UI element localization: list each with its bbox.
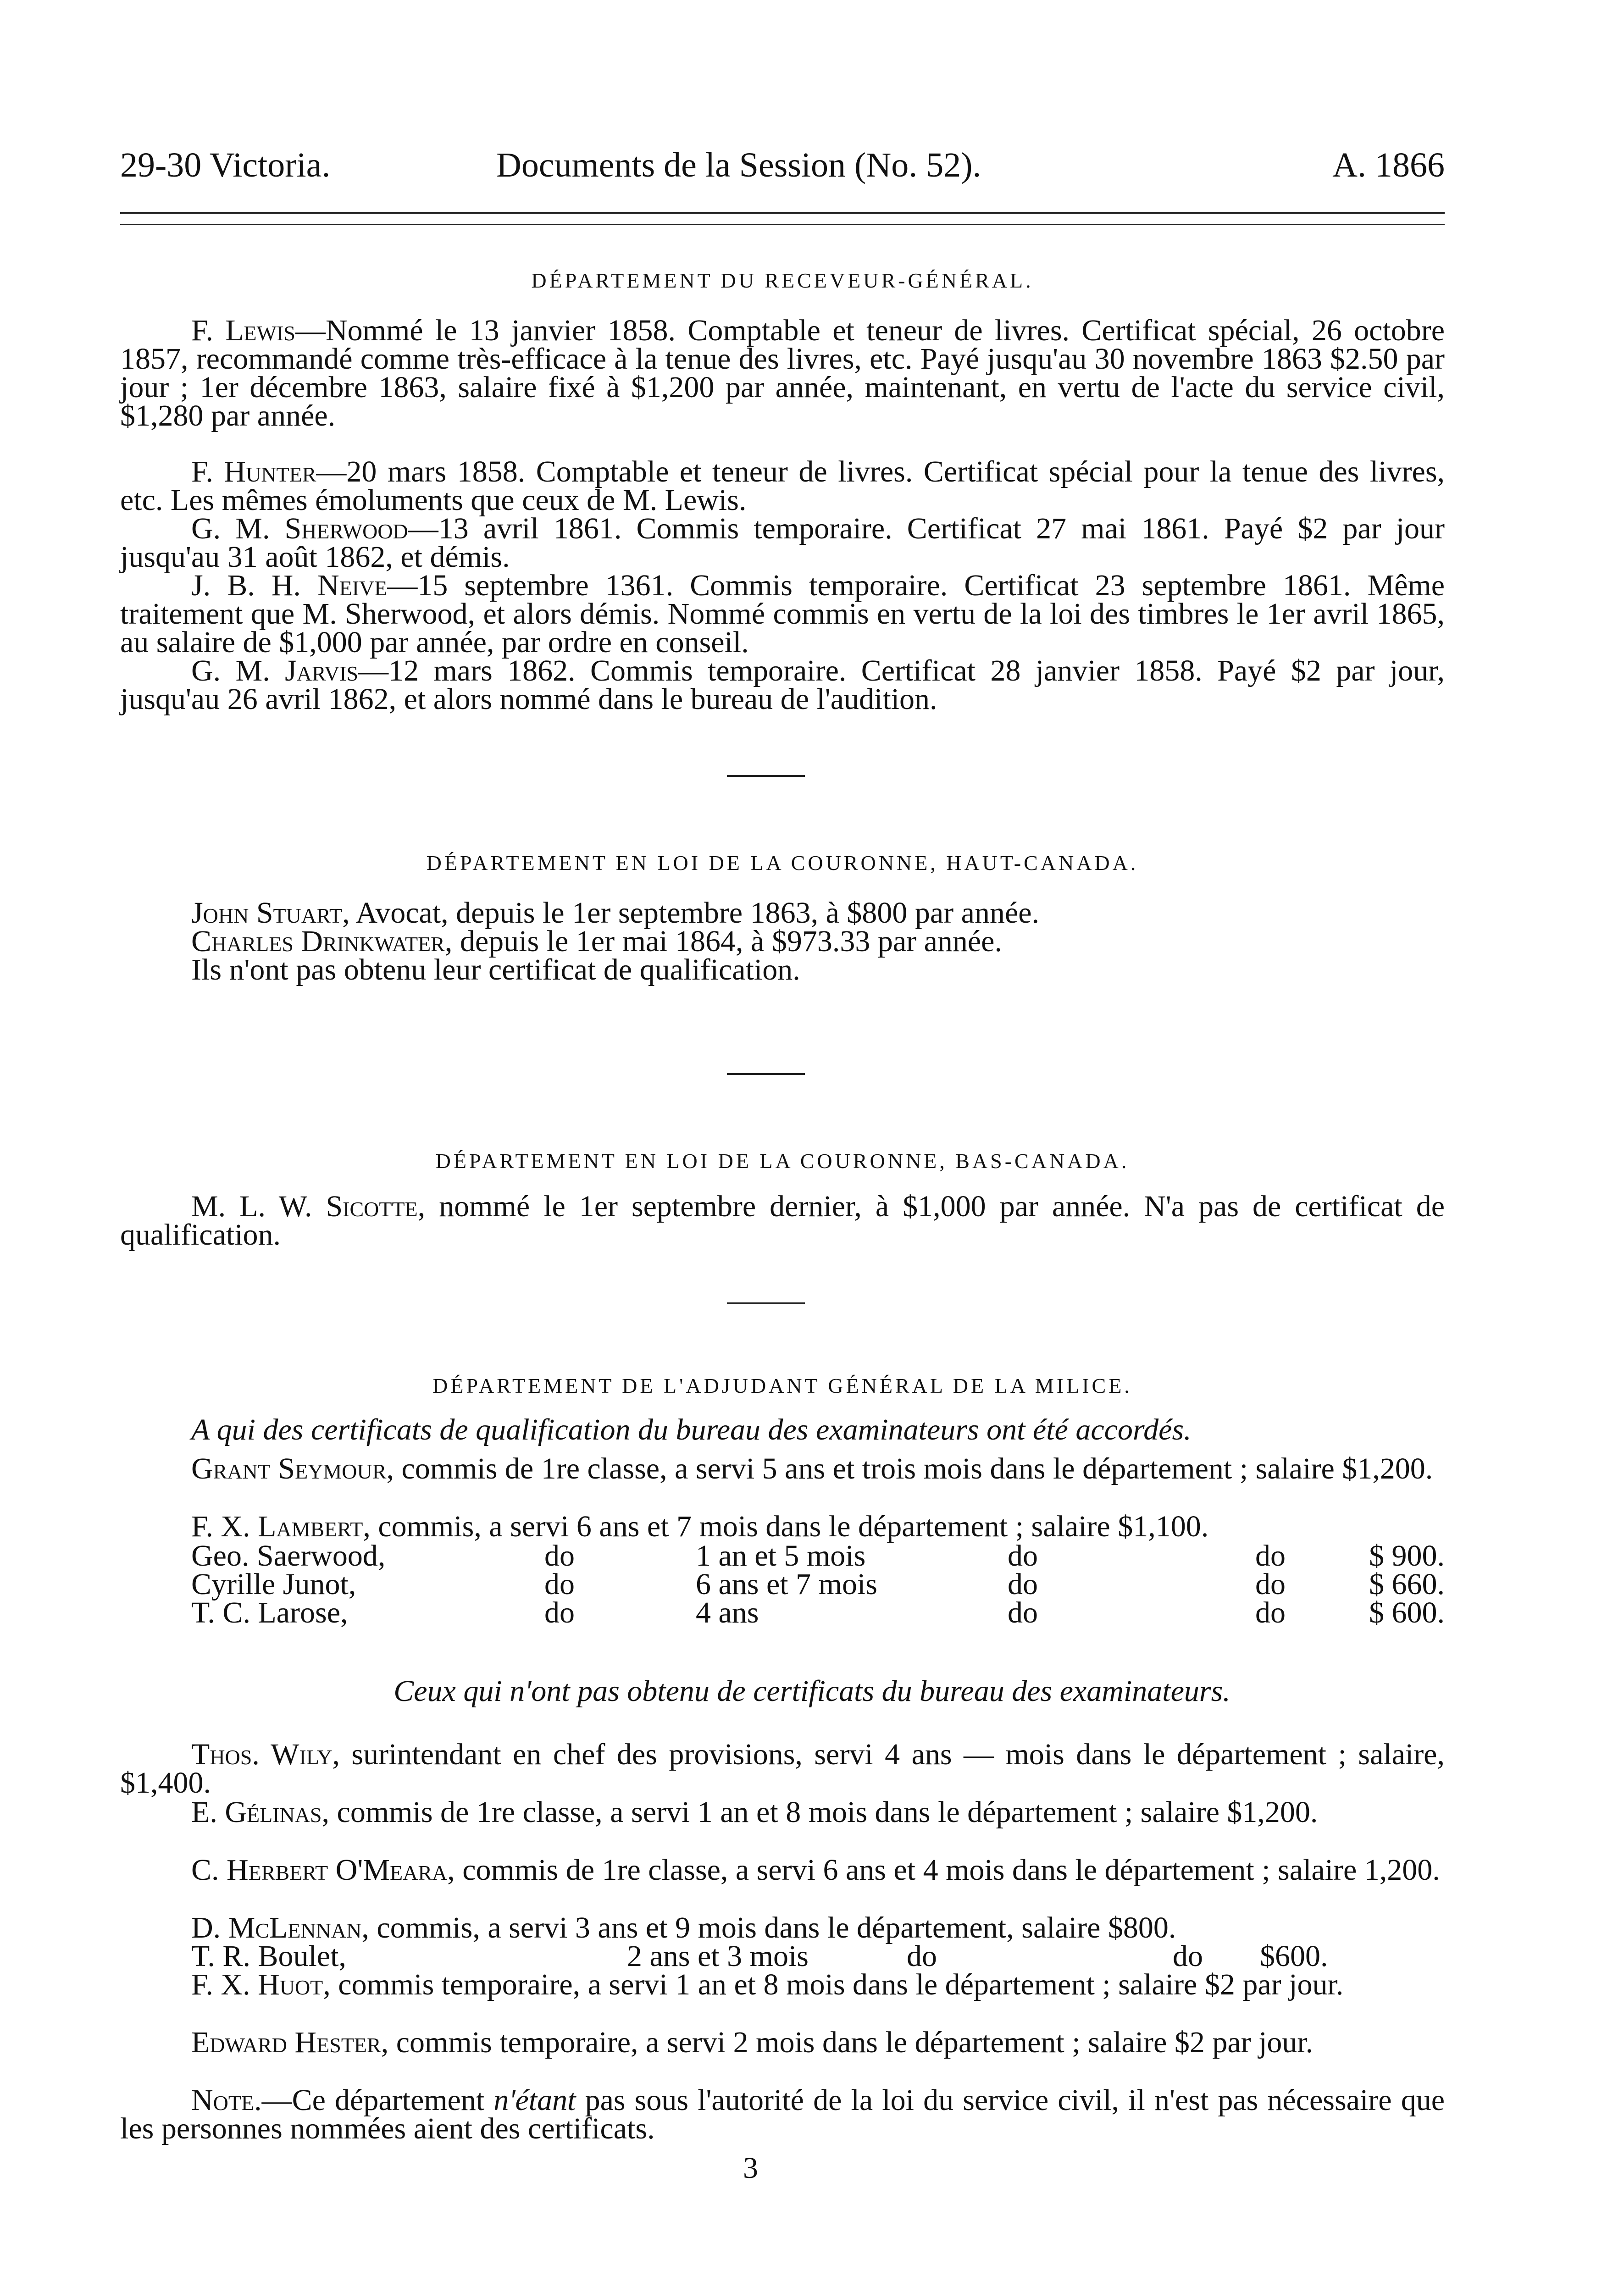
entry-text: Ils n'ont pas obtenu leur certificat de qualification. xyxy=(191,953,800,986)
entry-mclennan xyxy=(120,1911,1445,1944)
subtitle-certified: A qui des certificats de qualification du bureau des examinateurs ont été accordés. xyxy=(191,1413,1192,1446)
table-cell-ditto: do xyxy=(1255,1567,1286,1601)
entry-text: , surintendant en chef des provisions, servi 4 ans — mois dans le département ; salaire, $1,400. xyxy=(120,1738,1445,1800)
table-row xyxy=(191,1596,1445,1629)
table-cell-ditto: do xyxy=(1008,1567,1038,1601)
entry-omeara xyxy=(120,1853,1445,1887)
table-cell-name: T. C. Larose, xyxy=(191,1596,348,1629)
entry-text: , commis, a servi 3 ans et 9 mois dans le département, salaire $800. xyxy=(361,1911,1176,1944)
entry-text: —15 septembre 1361. Commis temporaire. Certificat 23 septembre 1861. Même traitement que M. Sherwood, et alors démis. Nommé commis en vertu de la loi des timbres le 1er avril 1865, au salaire de $1,000 par année, par ordre en conseil. xyxy=(120,569,1445,659)
entry-name: M. L. W. Sicotte xyxy=(191,1190,418,1223)
table-cell-ditto: do xyxy=(544,1567,575,1601)
table-cell-ditto: do xyxy=(1255,1539,1286,1573)
entry-name: John Stuart xyxy=(191,896,343,930)
line-drinkwater xyxy=(191,927,1445,956)
entry-text: , commis de 1re classe, a servi 1 an et 8 mois dans le département ; salaire $1,200. xyxy=(321,1795,1318,1829)
entry-seymour xyxy=(120,1452,1445,1485)
table-cell-duration: 6 ans et 7 mois xyxy=(696,1567,877,1601)
boulet-row-table xyxy=(191,1939,1445,1973)
table-cell-salary: $ 660. xyxy=(1369,1567,1445,1601)
entry-name: Charles Drinkwater xyxy=(191,925,445,958)
table-cell-ditto: do xyxy=(907,1939,937,1973)
table-cell-salary: $ 900. xyxy=(1369,1539,1445,1573)
entry-text: , nommé le 1er septembre dernier, à $1,000 par année. N'a pas de certificat de qualification. xyxy=(120,1190,1445,1252)
entry-name: J. B. H. Neive xyxy=(191,569,388,602)
note-italic: n'étant xyxy=(493,2083,576,2117)
entry-name: Edward Hester xyxy=(191,2026,381,2059)
entry-name: C. Herbert O'Meara xyxy=(191,1853,448,1887)
entry-sicotte xyxy=(120,1190,1445,1252)
entry-gelinas xyxy=(120,1795,1445,1829)
entry-name: Thos. Wily xyxy=(191,1738,333,1771)
entry-name: Grant Seymour xyxy=(191,1452,387,1485)
header-session: 29-30 Victoria. xyxy=(120,146,331,184)
table-cell-duration: 2 ans et 3 mois xyxy=(627,1939,809,1973)
table-cell-salary: $600. xyxy=(1260,1939,1328,1973)
entry-huot xyxy=(120,1968,1445,2001)
entry-text: , commis de 1re classe, a servi 6 ans et 4 mois dans le département ; salaire 1,200. xyxy=(447,1853,1440,1887)
entry-name: F. Hunter xyxy=(191,455,316,488)
table-cell-duration: 4 ans xyxy=(696,1596,759,1629)
section-divider xyxy=(727,1073,805,1075)
entry-name: D. McLennan xyxy=(191,1911,362,1944)
entry-lambert xyxy=(120,1512,1445,1541)
entry-name: F. Lewis xyxy=(191,314,295,347)
entry-text: —20 mars 1858. Comptable et teneur de livres. Certificat spécial pour la tenue des livres, etc. Les mêmes émoluments que ceux de M. Lewis. xyxy=(120,455,1445,517)
entry-lewis xyxy=(120,316,1445,430)
section-divider xyxy=(727,775,805,777)
note-paragraph xyxy=(120,2083,1445,2145)
entry-text: —Nommé le 13 janvier 1858. Comptable et teneur de livres. Certificat spécial, 26 octobre 1857, recommandé comme très-efficace à la tenue des livres, etc. Payé jusqu'au 30 novembre 1863 $2.50 par jour ; 1er décembre 1863, salaire fixé à $1,200 par année, maintenant, en vertu de l'acte du service civil, $1,280 par année. xyxy=(120,314,1445,432)
table-row xyxy=(191,1539,1445,1573)
table-cell-ditto: do xyxy=(544,1539,575,1573)
line-no-certificate xyxy=(191,953,1445,986)
entry-text: , commis de 1re classe, a servi 5 ans et trois mois dans le département ; salaire $1,200. xyxy=(386,1452,1433,1485)
entry-text: —13 avril 1861. Commis temporaire. Certificat 27 mai 1861. Payé $2 par jour jusqu'au 31 août 1862, et démis. xyxy=(120,512,1445,574)
header-title: Documents de la Session (No. 52). xyxy=(496,146,981,184)
table-cell-ditto: do xyxy=(1008,1596,1038,1629)
entry-text: , commis, a servi 6 ans et 7 mois dans le département ; salaire $1,100. xyxy=(363,1510,1209,1543)
entry-neive xyxy=(120,571,1445,657)
note-text: —Ce département xyxy=(261,2083,494,2117)
table-cell-name: Cyrille Junot, xyxy=(191,1567,356,1601)
entry-hester xyxy=(120,2028,1445,2057)
section-title-bas-canada: DÉPARTEMENT EN LOI DE LA COURONNE, BAS-CANADA. xyxy=(435,1149,1130,1173)
entry-jarvis xyxy=(120,654,1445,716)
note-text-continued: pas sous l'autorité de la loi du service civil, il n'est pas nécessaire que les personnes nommées aient des certificats. xyxy=(120,2083,1445,2145)
table-row xyxy=(191,1939,1445,1973)
running-header xyxy=(120,138,1445,193)
page-number: 3 xyxy=(743,2151,758,2185)
entry-name: F. X. Lambert xyxy=(191,1510,363,1543)
entry-name: G. M. Sherwood xyxy=(191,512,408,545)
entry-text: , commis temporaire, a servi 1 an et 8 mois dans le département ; salaire $2 par jour. xyxy=(323,1968,1344,2001)
line-stuart xyxy=(191,896,1445,930)
header-year: A. 1866 xyxy=(1332,146,1445,184)
table-cell-ditto: do xyxy=(1008,1539,1038,1573)
section-divider xyxy=(727,1302,805,1304)
entry-name: F. X. Huot xyxy=(191,1968,323,2001)
entry-name: G. M. Jarvis xyxy=(191,654,359,687)
table-cell-salary: $ 600. xyxy=(1369,1596,1445,1629)
entry-text: , commis temporaire, a servi 2 mois dans le département ; salaire $2 par jour. xyxy=(381,2026,1314,2059)
table-cell-name: Geo. Saerwood, xyxy=(191,1539,386,1573)
entry-text: , depuis le 1er mai 1864, à $973.33 par année. xyxy=(444,925,1002,958)
table-row xyxy=(191,1567,1445,1601)
entry-text: , Avocat, depuis le 1er septembre 1863, à $800 par année. xyxy=(342,896,1040,930)
table-cell-name: T. R. Boulet, xyxy=(191,1939,346,1973)
section-title-milice: DÉPARTEMENT DE L'ADJUDANT GÉNÉRAL DE LA MILICE. xyxy=(432,1374,1132,1397)
section-title-haut-canada: DÉPARTEMENT EN LOI DE LA COURONNE, HAUT-CANADA. xyxy=(426,851,1139,875)
entry-wily xyxy=(120,1738,1445,1800)
entry-hunter xyxy=(120,455,1445,517)
entry-name: E. Gélinas xyxy=(191,1795,322,1829)
clerk-table xyxy=(191,1539,1445,1629)
table-cell-ditto: do xyxy=(1173,1939,1203,1973)
entry-text: —12 mars 1862. Commis temporaire. Certificat 28 janvier 1858. Payé $2 par jour, jusqu'au 26 avril 1862, et alors nommé dans le bureau de l'audition. xyxy=(120,654,1445,716)
table-cell-ditto: do xyxy=(1255,1596,1286,1629)
table-cell-duration: 1 an et 5 mois xyxy=(696,1539,866,1573)
entry-sherwood xyxy=(120,512,1445,574)
table-cell-ditto: do xyxy=(544,1596,575,1629)
note-label: Note. xyxy=(191,2083,262,2117)
subtitle-uncertified: Ceux qui n'ont pas obtenu de certificats du bureau des examinateurs. xyxy=(394,1674,1230,1708)
section-title-receveur: DÉPARTEMENT DU RECEVEUR-GÉNÉRAL. xyxy=(531,269,1034,292)
header-double-rule xyxy=(120,212,1445,225)
